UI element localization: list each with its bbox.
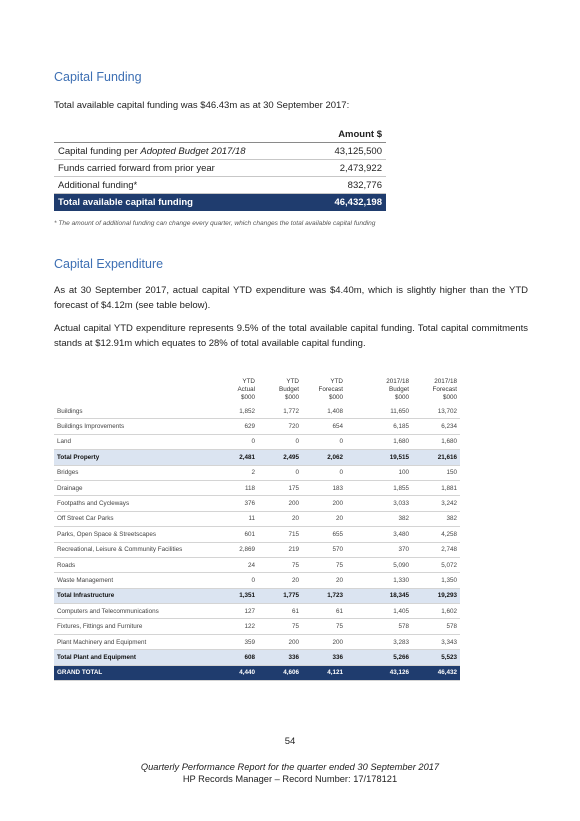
row-label: Roads (54, 557, 214, 572)
row-value: 4,606 (258, 665, 302, 680)
row-value: 200 (302, 496, 346, 511)
row-value: 200 (302, 634, 346, 649)
row-value: 0 (214, 573, 258, 588)
row-label: Plant Machinery and Equipment (54, 634, 214, 649)
row-label: GRAND TOTAL (54, 665, 214, 680)
row-value: 3,242 (412, 496, 460, 511)
row-value: 0 (302, 465, 346, 480)
row-value: 6,185 (362, 419, 412, 434)
row-value: 382 (362, 511, 412, 526)
subtotal-row (54, 650, 460, 665)
row-value: 61 (302, 604, 346, 619)
funding-row-label: Capital funding per Adopted Budget 2017/18 (54, 143, 313, 160)
row-value: 1,680 (362, 434, 412, 449)
row-label: Parks, Open Space & Streetscapes (54, 527, 214, 542)
row-value: 200 (258, 634, 302, 649)
row-value: 150 (412, 465, 460, 480)
capital-funding-table (54, 126, 386, 211)
row-value: 43,126 (362, 665, 412, 680)
row-value: 336 (258, 650, 302, 665)
row-value: 578 (362, 619, 412, 634)
row-value: 570 (302, 542, 346, 557)
row-value: 3,480 (362, 527, 412, 542)
row-value: 19,293 (412, 588, 460, 603)
row-value: 5,266 (362, 650, 412, 665)
row-value: 20 (302, 511, 346, 526)
row-label: Land (54, 434, 214, 449)
table-row (54, 527, 460, 542)
row-value: 3,343 (412, 634, 460, 649)
table-row (54, 557, 460, 572)
row-value: 100 (362, 465, 412, 480)
table-row (54, 542, 460, 557)
funding-total-row (54, 194, 386, 212)
page-number: 54 (284, 736, 296, 747)
row-value: 578 (412, 619, 460, 634)
row-value: 18,345 (362, 588, 412, 603)
table-row (54, 465, 460, 480)
row-value: 24 (214, 557, 258, 572)
row-value: 654 (302, 419, 346, 434)
footer-record-number: HP Records Manager – Record Number: 17/178121 (182, 774, 398, 784)
row-value: 1,855 (362, 480, 412, 495)
row-value: 0 (302, 434, 346, 449)
funding-footnote: * The amount of additional funding can change every quarter, which changes the total available capital funding (54, 220, 376, 227)
row-value: 1,680 (412, 434, 460, 449)
row-label: Off Street Car Parks (54, 511, 214, 526)
row-value: 219 (258, 542, 302, 557)
column-header: YTD Budget $000 (279, 378, 299, 401)
row-value: 376 (214, 496, 258, 511)
funding-row-label: Funds carried forward from prior year (54, 160, 313, 177)
row-value: 715 (258, 527, 302, 542)
funding-row (54, 177, 386, 194)
row-value: 19,515 (362, 450, 412, 465)
column-header: YTD Actual $000 (237, 378, 255, 401)
capital-expenditure-heading: Capital Expenditure (54, 257, 164, 271)
row-value: 5,090 (362, 557, 412, 572)
row-value: 608 (214, 650, 258, 665)
funding-row-amount: 2,473,922 (313, 160, 386, 177)
row-value: 601 (214, 527, 258, 542)
row-value: 1,408 (302, 404, 346, 419)
row-value: 370 (362, 542, 412, 557)
row-label: Buildings (54, 404, 214, 419)
footer-report-title: Quarterly Performance Report for the quarter ended 30 September 2017 (140, 762, 440, 772)
row-value: 21,616 (412, 450, 460, 465)
row-value: 1,881 (412, 480, 460, 495)
row-label: Computers and Telecommunications (54, 604, 214, 619)
table-row (54, 496, 460, 511)
row-label: Total Plant and Equipment (54, 650, 214, 665)
capital-funding-heading: Capital Funding (54, 70, 142, 84)
table-row (54, 480, 460, 495)
row-value: 655 (302, 527, 346, 542)
row-value: 4,258 (412, 527, 460, 542)
row-value: 11,650 (362, 404, 412, 419)
row-label: Total Property (54, 450, 214, 465)
row-value: 75 (258, 557, 302, 572)
subtotal-row (54, 450, 460, 465)
row-value: 2,748 (412, 542, 460, 557)
funding-header-row (54, 126, 386, 143)
page-footer (0, 761, 580, 785)
row-value: 1,602 (412, 604, 460, 619)
row-value: 4,440 (214, 665, 258, 680)
row-value: 2,062 (302, 450, 346, 465)
column-header: 2017/18 Budget $000 (386, 378, 409, 401)
row-value: 75 (302, 557, 346, 572)
expenditure-table-body (54, 404, 460, 681)
row-value: 2,481 (214, 450, 258, 465)
row-value: 127 (214, 604, 258, 619)
table-row (54, 573, 460, 588)
row-value: 3,283 (362, 634, 412, 649)
capital-funding-intro: Total available capital funding was $46.43m as at 30 September 2017: (54, 100, 350, 111)
row-value: 20 (258, 511, 302, 526)
row-value: 5,072 (412, 557, 460, 572)
row-label: Total Infrastructure (54, 588, 214, 603)
row-label: Fixtures, Fittings and Furniture (54, 619, 214, 634)
row-value: 75 (302, 619, 346, 634)
row-value: 0 (258, 465, 302, 480)
row-label: Recreational, Leisure & Community Facilities (54, 542, 214, 557)
row-label: Bridges (54, 465, 214, 480)
table-row (54, 419, 460, 434)
table-row (54, 634, 460, 649)
funding-row-label: Additional funding* (54, 177, 313, 194)
grand-total-row (54, 665, 460, 680)
row-value: 183 (302, 480, 346, 495)
table-row (54, 434, 460, 449)
row-value: 20 (258, 573, 302, 588)
funding-row (54, 160, 386, 177)
row-value: 61 (258, 604, 302, 619)
row-value: 200 (258, 496, 302, 511)
row-value: 11 (214, 511, 258, 526)
funding-row-amount: 43,125,500 (313, 143, 386, 160)
row-value: 118 (214, 480, 258, 495)
row-value: 75 (258, 619, 302, 634)
row-value: 629 (214, 419, 258, 434)
row-value: 1,772 (258, 404, 302, 419)
row-value: 13,702 (412, 404, 460, 419)
row-label: Drainage (54, 480, 214, 495)
row-value: 0 (258, 434, 302, 449)
row-label: Footpaths and Cycleways (54, 496, 214, 511)
row-value: 1,723 (302, 588, 346, 603)
row-label: Buildings Improvements (54, 419, 214, 434)
row-value: 3,033 (362, 496, 412, 511)
row-value: 0 (214, 434, 258, 449)
expenditure-paragraph-2: Actual capital YTD expenditure represents 9.5% of the total available capital funding. Total capital commitments stands at $12.91m which equates to 28% of total available capital funding. (54, 323, 528, 349)
column-header: 2017/18 Forecast $000 (432, 378, 457, 401)
row-value: 20 (302, 573, 346, 588)
row-value: 2,869 (214, 542, 258, 557)
row-value: 1,351 (214, 588, 258, 603)
subtotal-row (54, 588, 460, 603)
row-value: 1,330 (362, 573, 412, 588)
row-value: 1,405 (362, 604, 412, 619)
funding-row-amount: 832,776 (313, 177, 386, 194)
row-value: 46,432 (412, 665, 460, 680)
table-row (54, 404, 460, 419)
funding-row (54, 143, 386, 160)
row-value: 6,234 (412, 419, 460, 434)
row-value: 1,852 (214, 404, 258, 419)
amount-column-header: Amount $ (313, 126, 386, 143)
funding-total-label: Total available capital funding (54, 194, 313, 212)
row-value: 175 (258, 480, 302, 495)
row-value: 4,121 (302, 665, 346, 680)
row-value: 2 (214, 465, 258, 480)
table-row (54, 619, 460, 634)
row-value: 382 (412, 511, 460, 526)
row-value: 359 (214, 634, 258, 649)
row-value: 1,775 (258, 588, 302, 603)
row-value: 1,350 (412, 573, 460, 588)
row-value: 336 (302, 650, 346, 665)
row-value: 720 (258, 419, 302, 434)
row-value: 122 (214, 619, 258, 634)
column-header: YTD Forecast $000 (318, 378, 343, 401)
table-row (54, 604, 460, 619)
capital-expenditure-table (54, 378, 460, 681)
row-value: 5,523 (412, 650, 460, 665)
expenditure-paragraph-1: As at 30 September 2017, actual capital YTD expenditure was $4.40m, which is slightly higher than the YTD forecast of $4.12m (see table below). (54, 285, 528, 311)
funding-total-amount: 46,432,198 (313, 194, 386, 212)
expenditure-header-row (54, 378, 460, 404)
table-row (54, 511, 460, 526)
row-value: 2,495 (258, 450, 302, 465)
row-label: Waste Management (54, 573, 214, 588)
